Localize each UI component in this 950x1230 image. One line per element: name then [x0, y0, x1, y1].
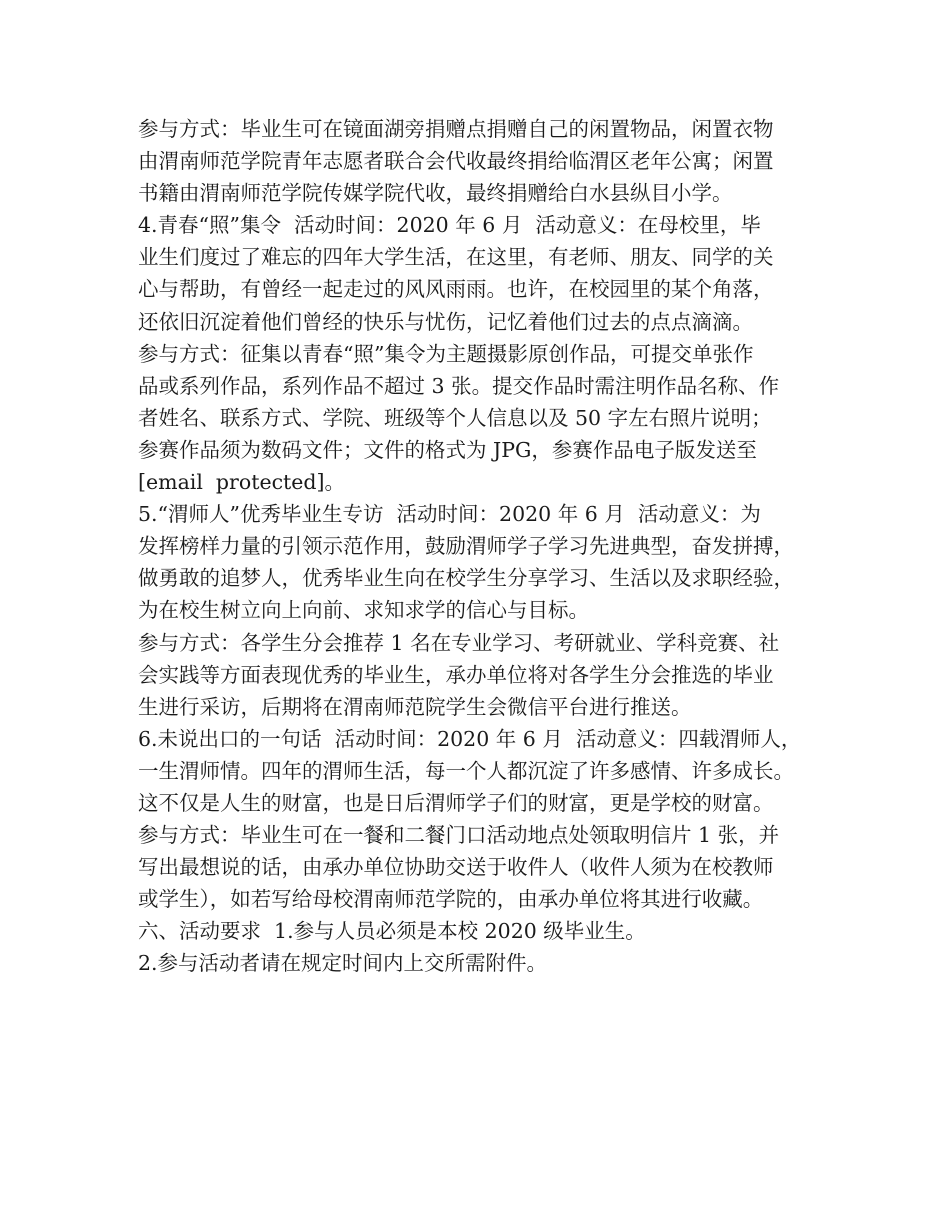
text-line: 发挥榜样力量的引领示范作用，鼓励渭师学子学习先进典型，奋发拼搏， [138, 534, 794, 559]
text-line: 写出最想说的话，由承办单位协助交送于收件人（收件人须为在校教师 [138, 855, 774, 880]
text-line: 书籍由渭南师范学院传媒学院代收，最终捐赠给白水县纵目小学。 [138, 181, 733, 206]
text-line: 6.未说出口的一句话 活动时间：2020 年 6 月 活动意义：四载渭师人， [138, 726, 802, 751]
text-line: 由渭南师范学院青年志愿者联合会代收最终捐给临渭区老年公寓；闲置 [138, 149, 774, 174]
text-line: 参赛作品须为数码文件；文件的格式为 JPG，参赛作品电子版发送至 [138, 437, 757, 462]
text-line: 参与方式：毕业生可在一餐和二餐门口活动地点处领取明信片 1 张，并 [138, 823, 780, 848]
text-line: 为在校生树立向上向前、求知求学的信心与目标。 [138, 598, 589, 623]
text-line: 业生们度过了难忘的四年大学生活，在这里，有老师、朋友、同学的关 [138, 245, 774, 270]
text-line: 品或系列作品，系列作品不超过 3 张。提交作品时需注明作品名称、作 [138, 373, 780, 398]
text-line: 这不仅是人生的财富，也是日后渭师学子们的财富，更是学校的财富。 [138, 790, 774, 815]
text-line: [email protected]。 [138, 470, 346, 495]
text-line: 做勇敢的追梦人，优秀毕业生向在校学生分享学习、生活以及求职经验， [138, 566, 794, 591]
text-line: 参与方式：各学生分会推荐 1 名在专业学习、考研就业、学科竞赛、社 [138, 630, 780, 655]
text-line: 会实践等方面表现优秀的毕业生，承办单位将对各学生分会推选的毕业 [138, 662, 774, 687]
text-line: 生进行采访，后期将在渭南师范院学生会微信平台进行推送。 [138, 694, 692, 719]
text-line: 者姓名、联系方式、学院、班级等个人信息以及 50 字左右照片说明； [138, 405, 772, 430]
text-line: 2.参与活动者请在规定时间内上交所需附件。 [138, 951, 548, 976]
text-line: 5.“渭师人”优秀毕业生专访 活动时间：2020 年 6 月 活动意义：为 [138, 502, 761, 527]
text-line: 4.青春“照”集令 活动时间：2020 年 6 月 活动意义：在母校里，毕 [138, 213, 761, 238]
text-line: 心与帮助，有曾经一起走过的风风雨雨。也许，在校园里的某个角落， [138, 277, 774, 302]
text-line: 参与方式：征集以青春“照”集令为主题摄影原创作品，可提交单张作 [138, 341, 754, 366]
text-line: 六、活动要求 1.参与人员必须是本校 2020 级毕业生。 [138, 919, 646, 944]
document-body [138, 113, 818, 980]
text-line: 一生渭师情。四年的渭师生活，每一个人都沉淀了许多感情、许多成长。 [138, 758, 794, 783]
text-line: 参与方式：毕业生可在镜面湖旁捐赠点捐赠自己的闲置物品，闲置衣物 [138, 117, 774, 141]
text-line: 或学生），如若写给母校渭南师范学院的，由承办单位将其进行收藏。 [138, 887, 764, 912]
text-line: 还依旧沉淀着他们曾经的快乐与忧伤，记忆着他们过去的点点滴滴。 [138, 309, 753, 334]
